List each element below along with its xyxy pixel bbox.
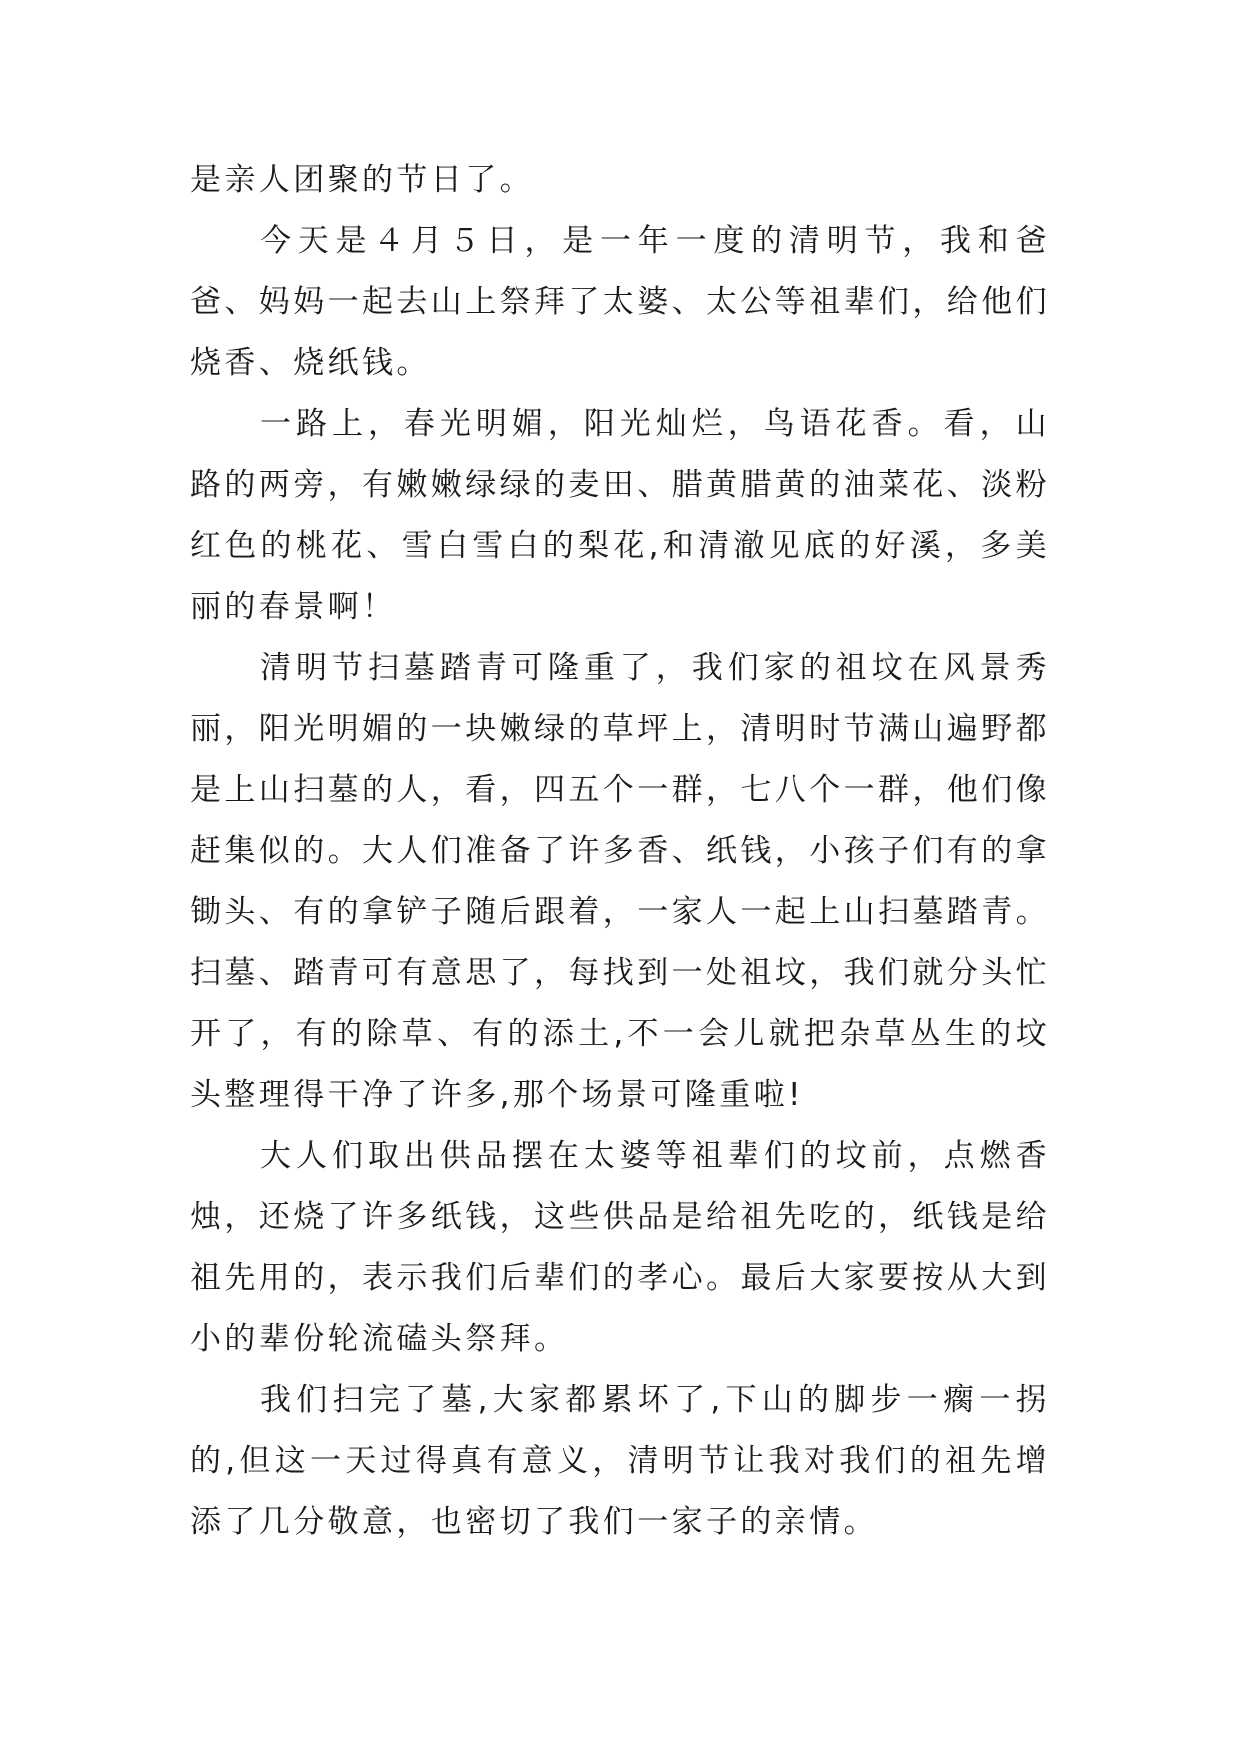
paragraph-spring-scenery: 一路上，春光明媚，阳光灿烂，鸟语花香。看，山路的两旁，有嫩嫩绿绿的麦田、腊黄腊黄的油菜花、淡粉红色的桃花、雪白雪白的梨花,和清澈见底的好溪，多美丽的春景啊！ bbox=[190, 406, 1050, 625]
paragraph-offerings: 大人们取出供品摆在太婆等祖辈们的坟前，点燃香烛，还烧了许多纸钱，这些供品是给祖先吃的，纸钱是给祖先用的，表示我们后辈们的孝心。最后大家要按从大到小的辈份轮流磕头祭拜。 bbox=[190, 1138, 1050, 1357]
paragraph-tomb-sweeping: 清明节扫墓踏青可隆重了，我们家的祖坟在风景秀丽，阳光明媚的一块嫩绿的草坪上，清明时节满山遍野都是上山扫墓的人，看，四五个一群，七八个一群，他们像赶集似的。大人们准备了许多香、纸钱，小孩子们有的拿锄头、有的拿铲子随后跟着，一家人一起上山扫墓踏青。扫墓、踏青可有意思了，每找到一处祖坟，我们就分头忙开了，有的除草、有的添土,不一会儿就把杂草丛生的坟头整理得干净了许多,那个场景可隆重啦! bbox=[190, 650, 1050, 1113]
document-page bbox=[190, 150, 1050, 1553]
paragraph-conclusion: 我们扫完了墓,大家都累坏了,下山的脚步一瘸一拐的,但这一天过得真有意义，清明节让我对我们的祖先增添了几分敬意，也密切了我们一家子的亲情。 bbox=[190, 1382, 1050, 1540]
paragraph-continuation: 是亲人团聚的节日了。 bbox=[190, 162, 534, 198]
paragraph-qingming-day: 今天是４月５日，是一年一度的清明节，我和爸爸、妈妈一起去山上祭拜了太婆、太公等祖辈们，给他们烧香、烧纸钱。 bbox=[190, 223, 1050, 381]
